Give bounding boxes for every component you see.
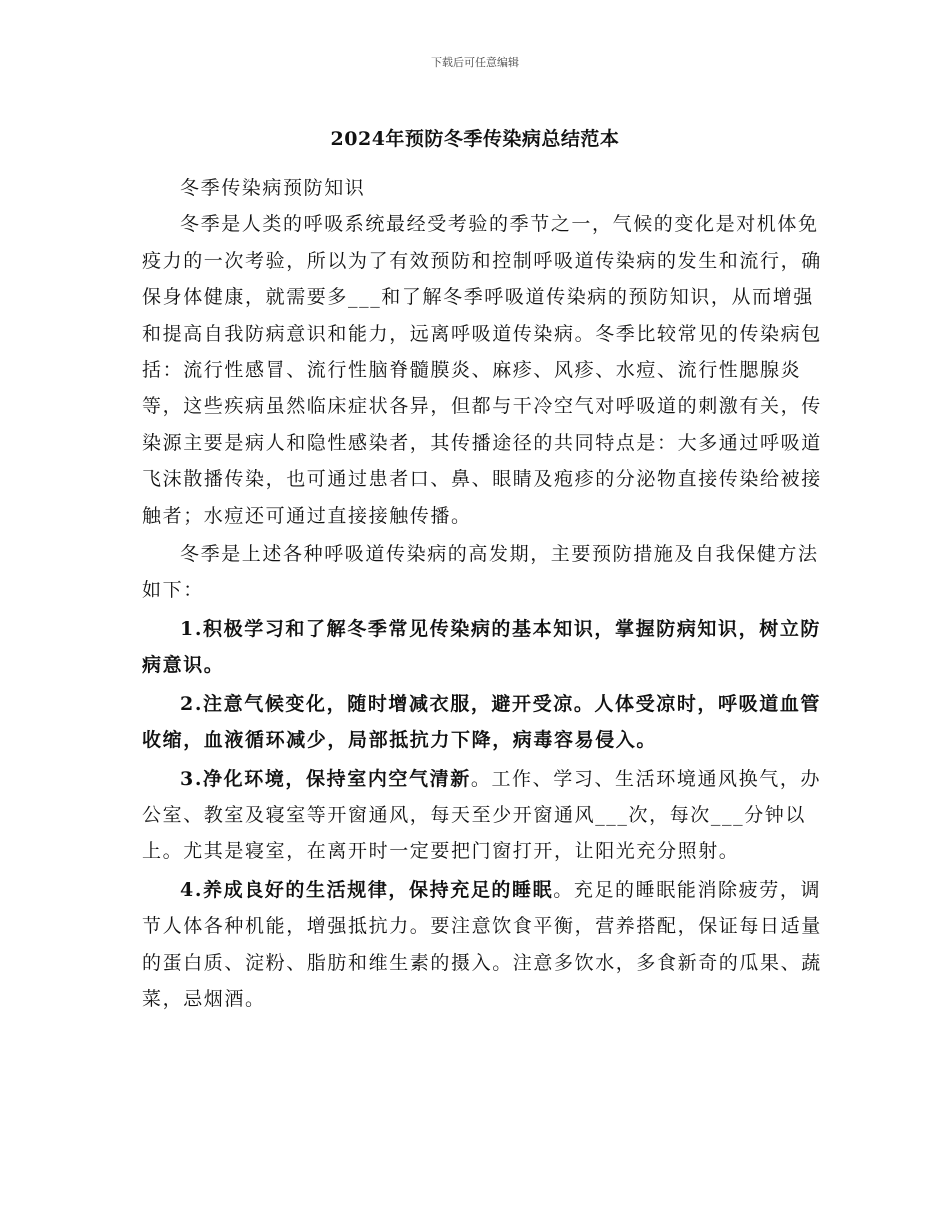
measure-item-2: 2.注意气候变化，随时增减衣服，避开受凉。人体受凉时，呼吸道血管收缩，血液循环减少，局部抵抗力下降，病毒容易侵入。 (142, 692, 822, 752)
header-note: 下载后可任意编辑 (431, 56, 519, 69)
measure-item-3-text: 。工作、学习、生活环境通风换气，办公室、教室及寝室等开窗通风，每天至少开窗通风___次，每次___分钟以上。尤其是寝室，在离开时一定要把门窗打开，让阳光充分照射。 (142, 767, 822, 863)
measure-item-1: 1.积极学习和了解冬季常见传染病的基本知识，掌握防病知识，树立防病意识。 (142, 617, 822, 677)
measure-item-4-text: 。充足的睡眠能消除疲劳，调节人体各种机能，增强抵抗力。要注意饮食平衡，营养搭配，保证每日适量的蛋白质、淀粉、脂肪和维生素的摄入。注意多饮水，多食新奇的瓜果、蔬菜，忌烟酒。 (142, 878, 822, 1010)
document-body (142, 170, 826, 1017)
section-subtitle: 冬季传染病预防知识 (180, 177, 366, 199)
paragraph-intro: 冬季是人类的呼吸系统最经受考验的季节之一，气候的变化是对机体免疫力的一次考验，所以为了有效预防和控制呼吸道传染病的发生和流行，确保身体健康，就需要多___和了解冬季呼吸道传染病的预防知识，从而增强和提高自我防病意识和能力，远离呼吸道传染病。冬季比较常见的传染病包括：流行性感冒、流行性脑脊髓膜炎、麻疹、风疹、水痘、流行性腮腺炎等，这些疾病虽然临床症状各异，但都与干冷空气对呼吸道的刺激有关，传染源主要是病人和隐性感染者，其传播途径的共同特点是：大多通过呼吸道飞沫散播传染，也可通过患者口、鼻、眼睛及疱疹的分泌物直接传染给被接触者；水痘还可通过直接接触传播。 (142, 213, 822, 527)
measure-item-4-heading: 4.养成良好的生活规律，保持充足的睡眠 (180, 878, 554, 901)
document-title: 2024年预防冬季传染病总结范本 (330, 128, 620, 150)
measure-item-3 (142, 761, 826, 870)
measure-item-4 (142, 872, 826, 1018)
measure-item-3-heading: 3.净化环境，保持室内空气清新 (180, 767, 471, 790)
paragraph-measures-intro: 冬季是上述各种呼吸道传染病的高发期，主要预防措施及自我保健方法如下： (142, 543, 819, 602)
